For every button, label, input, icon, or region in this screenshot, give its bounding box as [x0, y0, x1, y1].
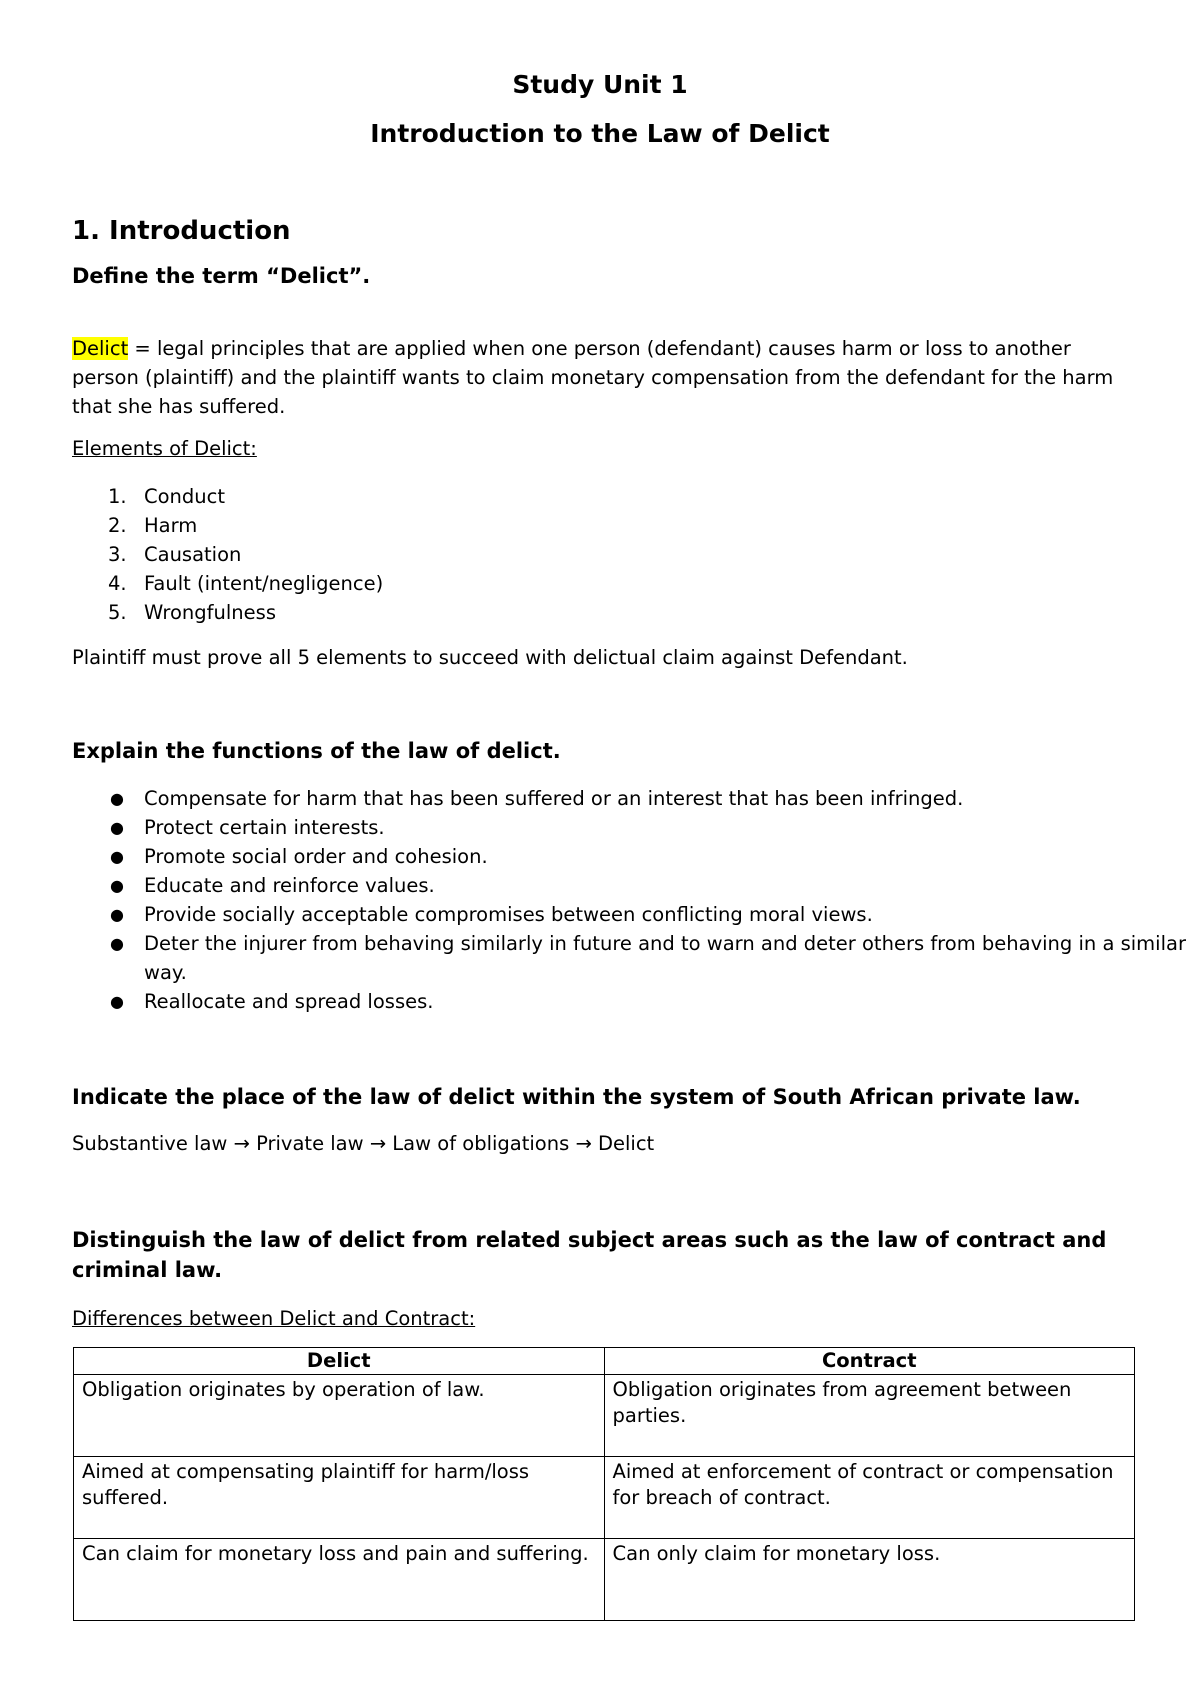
list-item: ● Provide socially acceptable compromises between conflicting moral views.	[72, 900, 1200, 929]
column-header-delict: Delict	[74, 1348, 605, 1375]
table-cell: Can only claim for monetary loss.	[604, 1539, 1135, 1621]
highlighted-term: Delict	[72, 337, 129, 360]
table-cell: Obligation originates from agreement between parties.	[604, 1375, 1135, 1457]
definition-text: = legal principles that are applied when one person (defendant) causes harm or loss to another person (plaintiff) and the plaintiff wants to claim monetary compensation from the defendant for the harm that she has suffered.	[72, 337, 1114, 418]
elements-label: Elements of Delict:	[72, 437, 257, 460]
list-item: ● Compensate for harm that has been suffered or an interest that has been infringed.	[72, 784, 1200, 813]
place-heading: Indicate the place of the law of delict within the system of South African private law.	[72, 1085, 1081, 1109]
table-row	[74, 1375, 1135, 1457]
elements-list	[72, 482, 1200, 627]
table-cell: Aimed at compensating plaintiff for harm/loss suffered.	[74, 1457, 605, 1539]
list-item: 4. Fault (intent/negligence)	[108, 572, 384, 595]
table-cell: Can claim for monetary loss and pain and suffering.	[74, 1539, 605, 1621]
table-row	[74, 1457, 1135, 1539]
list-item: ● Deter the injurer from behaving similarly in future and to warn and deter others from behaving in a similar way.	[72, 929, 1200, 987]
distinguish-heading: Distinguish the law of delict from related subject areas such as the law of contract and criminal law.	[72, 1228, 1107, 1282]
section-heading-introduction: 1. Introduction	[72, 216, 291, 246]
bullet-icon: ●	[110, 876, 124, 895]
list-item: ● Reallocate and spread losses.	[72, 987, 1200, 1016]
comparison-table	[73, 1347, 1135, 1621]
table-label: Differences between Delict and Contract:	[72, 1307, 476, 1330]
list-item: 5. Wrongfulness	[108, 601, 276, 624]
bullet-icon: ●	[110, 789, 124, 808]
functions-list	[72, 784, 1200, 1016]
bullet-icon: ●	[110, 934, 124, 953]
table-header-row	[74, 1348, 1135, 1375]
bullet-icon: ●	[110, 992, 124, 1011]
place-chain: Substantive law → Private law → Law of obligations → Delict	[72, 1132, 655, 1155]
unit-title: Study Unit 1	[512, 70, 688, 99]
list-item: ● Protect certain interests.	[72, 813, 1200, 842]
plaintiff-note: Plaintiff must prove all 5 elements to succeed with delictual claim against Defendant.	[72, 646, 908, 669]
list-item: 1. Conduct	[108, 485, 226, 508]
table-row	[74, 1539, 1135, 1621]
definition-paragraph	[72, 334, 1142, 421]
bullet-icon: ●	[110, 847, 124, 866]
bullet-icon: ●	[110, 818, 124, 837]
question-define-delict: Define the term “Delict”.	[72, 264, 371, 288]
table-cell: Aimed at enforcement of contract or compensation for breach of contract.	[604, 1457, 1135, 1539]
list-item: 3. Causation	[108, 543, 242, 566]
list-item: ● Promote social order and cohesion.	[72, 842, 1200, 871]
list-item: ● Educate and reinforce values.	[72, 871, 1200, 900]
list-item: 2. Harm	[108, 514, 198, 537]
functions-heading: Explain the functions of the law of delict.	[72, 739, 561, 763]
bullet-icon: ●	[110, 905, 124, 924]
subtitle: Introduction to the Law of Delict	[370, 119, 830, 148]
table-cell: Obligation originates by operation of law.	[74, 1375, 605, 1457]
column-header-contract: Contract	[604, 1348, 1135, 1375]
